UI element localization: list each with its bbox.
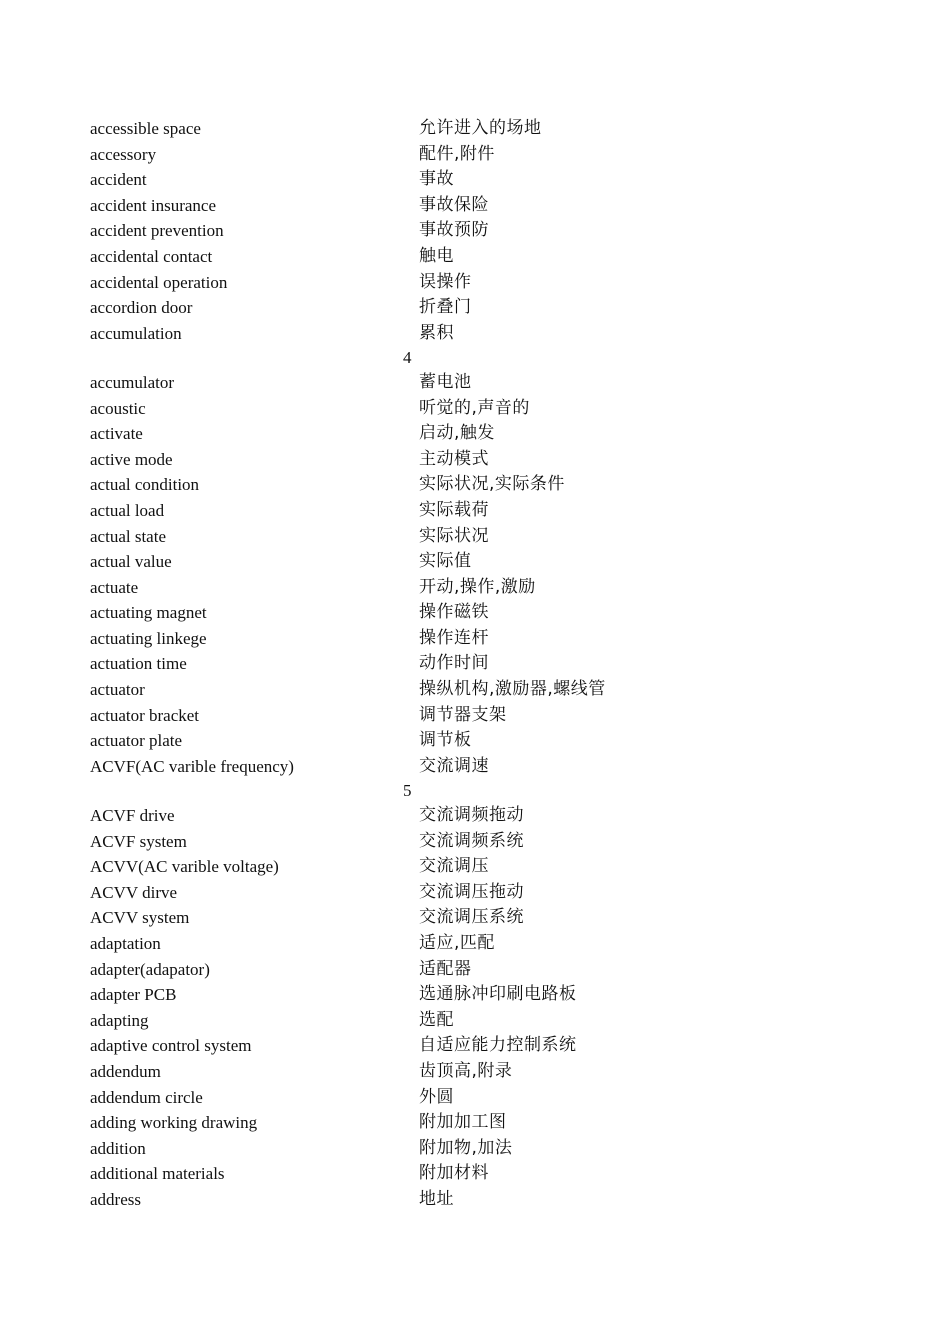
term-english: ACVV dirve — [90, 882, 178, 902]
term-english: ACVF(AC varible frequency) — [90, 756, 294, 776]
term-english: accident prevention — [90, 221, 224, 241]
term-chinese: 折叠门 — [419, 297, 472, 318]
term-chinese: 配件,附件 — [419, 143, 495, 164]
term-english: ACVF drive — [90, 806, 175, 826]
term-chinese: 地址 — [419, 1188, 454, 1209]
term-chinese: 附加物,加法 — [419, 1137, 513, 1158]
term-chinese: 选通脉冲印刷电路板 — [419, 984, 577, 1005]
term-english: adaptive control system — [90, 1036, 252, 1056]
term-chinese: 实际载荷 — [419, 499, 489, 520]
term-chinese: 交流调频系统 — [419, 830, 524, 851]
term-english: accessory — [90, 144, 157, 164]
glossary-entry — [0, 957, 950, 983]
glossary-entry — [0, 193, 950, 219]
glossary-entry — [0, 1085, 950, 1111]
glossary-entry — [0, 270, 950, 296]
term-chinese: 适配器 — [419, 958, 472, 979]
glossary-entry — [0, 447, 950, 473]
term-english: accident — [90, 170, 147, 190]
term-chinese: 交流调速 — [419, 755, 489, 776]
term-chinese: 启动,触发 — [419, 423, 495, 444]
term-english: accidental operation — [90, 272, 228, 292]
term-english: actuator bracket — [90, 705, 200, 725]
term-english: accidental contact — [90, 246, 213, 266]
term-english: activate — [90, 424, 143, 444]
glossary-entry — [0, 421, 950, 447]
term-english: ACVV system — [90, 908, 190, 928]
term-english: actuating linkege — [90, 628, 207, 648]
page-number — [0, 779, 950, 803]
glossary-entry — [0, 524, 950, 550]
glossary-entry — [0, 626, 950, 652]
glossary-entry — [0, 600, 950, 626]
page-number-text: 4 — [403, 348, 412, 368]
term-chinese: 附加加工图 — [419, 1112, 507, 1133]
glossary-entry — [0, 142, 950, 168]
glossary-entry — [0, 982, 950, 1008]
term-chinese: 操纵机构,激励器,螺线管 — [419, 679, 606, 700]
term-english: accessible space — [90, 119, 201, 138]
glossary-entry — [0, 651, 950, 677]
term-english: adding working drawing — [90, 1113, 258, 1133]
glossary-entry — [0, 549, 950, 575]
term-english: adapter PCB — [90, 985, 177, 1005]
term-chinese: 实际状况,实际条件 — [419, 474, 565, 495]
glossary-entry — [0, 396, 950, 422]
term-english: accumulation — [90, 323, 182, 343]
term-english: ACVF system — [90, 831, 187, 851]
term-chinese: 允许进入的场地 — [419, 118, 542, 138]
glossary-section — [0, 116, 950, 370]
term-english: actual load — [90, 500, 165, 520]
term-english: actuate — [90, 577, 139, 597]
term-chinese: 开动,操作,激励 — [419, 576, 536, 597]
glossary-entry — [0, 677, 950, 703]
term-chinese: 主动模式 — [419, 448, 489, 469]
glossary-entry — [0, 1110, 950, 1136]
term-english: actuator plate — [90, 731, 183, 751]
glossary-entry — [0, 218, 950, 244]
term-english: accumulator — [90, 372, 175, 392]
term-english: accident insurance — [90, 195, 217, 215]
glossary-entry — [0, 703, 950, 729]
glossary-section — [0, 803, 950, 1213]
glossary-entry — [0, 321, 950, 347]
term-chinese: 齿顶高,附录 — [419, 1060, 513, 1081]
glossary-document — [0, 116, 950, 1213]
term-chinese: 蓄电池 — [419, 371, 472, 392]
term-english: active mode — [90, 449, 173, 469]
glossary-entry — [0, 1187, 950, 1213]
glossary-entry — [0, 854, 950, 880]
term-chinese: 实际值 — [419, 551, 472, 572]
glossary-entry — [0, 1008, 950, 1034]
glossary-entry — [0, 370, 950, 396]
term-english: address — [90, 1189, 141, 1209]
term-chinese: 事故保险 — [419, 194, 489, 215]
term-english: accordion door — [90, 298, 193, 318]
glossary-entry — [0, 244, 950, 270]
term-chinese: 动作时间 — [419, 653, 489, 674]
term-english: addendum circle — [90, 1087, 203, 1107]
term-chinese: 累积 — [419, 322, 454, 343]
term-chinese: 触电 — [419, 245, 454, 266]
term-chinese: 实际状况 — [419, 525, 489, 546]
page-number — [0, 346, 950, 370]
term-english: actual condition — [90, 475, 200, 495]
glossary-entry — [0, 116, 950, 142]
glossary-entry — [0, 754, 950, 780]
glossary-entry — [0, 498, 950, 524]
term-chinese: 调节板 — [419, 730, 472, 751]
term-english: addition — [90, 1138, 146, 1158]
term-chinese: 调节器支架 — [419, 704, 507, 725]
term-english: actuator — [90, 680, 145, 700]
glossary-entry — [0, 575, 950, 601]
term-english: actuating magnet — [90, 603, 207, 623]
glossary-entry — [0, 295, 950, 321]
glossary-entry — [0, 803, 950, 829]
glossary-entry — [0, 829, 950, 855]
glossary-entry — [0, 905, 950, 931]
glossary-entry — [0, 1059, 950, 1085]
term-english: actual state — [90, 526, 166, 546]
glossary-section — [0, 370, 950, 803]
term-english: ACVV(AC varible voltage) — [90, 857, 279, 877]
glossary-entry — [0, 1136, 950, 1162]
term-english: adapter(adapator) — [90, 959, 210, 979]
term-chinese: 听觉的,声音的 — [419, 397, 530, 418]
glossary-entry — [0, 728, 950, 754]
glossary-entry — [0, 1161, 950, 1187]
term-chinese: 操作连杆 — [419, 627, 489, 648]
term-chinese: 事故预防 — [419, 220, 489, 241]
term-chinese: 附加材料 — [419, 1163, 489, 1184]
term-chinese: 外圆 — [419, 1086, 454, 1107]
term-chinese: 选配 — [419, 1009, 454, 1030]
term-english: additional materials — [90, 1164, 225, 1184]
term-english: addendum — [90, 1061, 161, 1081]
glossary-entry — [0, 167, 950, 193]
term-chinese: 自适应能力控制系统 — [419, 1035, 577, 1056]
term-english: adaptation — [90, 934, 161, 953]
term-english: adapting — [90, 1010, 149, 1030]
term-chinese: 交流调压 — [419, 856, 489, 877]
term-chinese: 交流调频拖动 — [419, 805, 524, 826]
term-chinese: 操作磁铁 — [419, 602, 489, 623]
glossary-entry — [0, 880, 950, 906]
glossary-entry — [0, 472, 950, 498]
term-chinese: 适应,匹配 — [419, 933, 495, 953]
term-chinese: 交流调压拖动 — [419, 881, 524, 902]
glossary-entry — [0, 1033, 950, 1059]
term-chinese: 误操作 — [419, 271, 472, 292]
term-chinese: 事故 — [419, 169, 454, 190]
glossary-entry — [0, 931, 950, 957]
term-english: actuation time — [90, 654, 187, 674]
page-number-text: 5 — [403, 781, 412, 801]
term-english: actual value — [90, 552, 172, 572]
term-english: acoustic — [90, 398, 146, 418]
term-chinese: 交流调压系统 — [419, 907, 524, 928]
